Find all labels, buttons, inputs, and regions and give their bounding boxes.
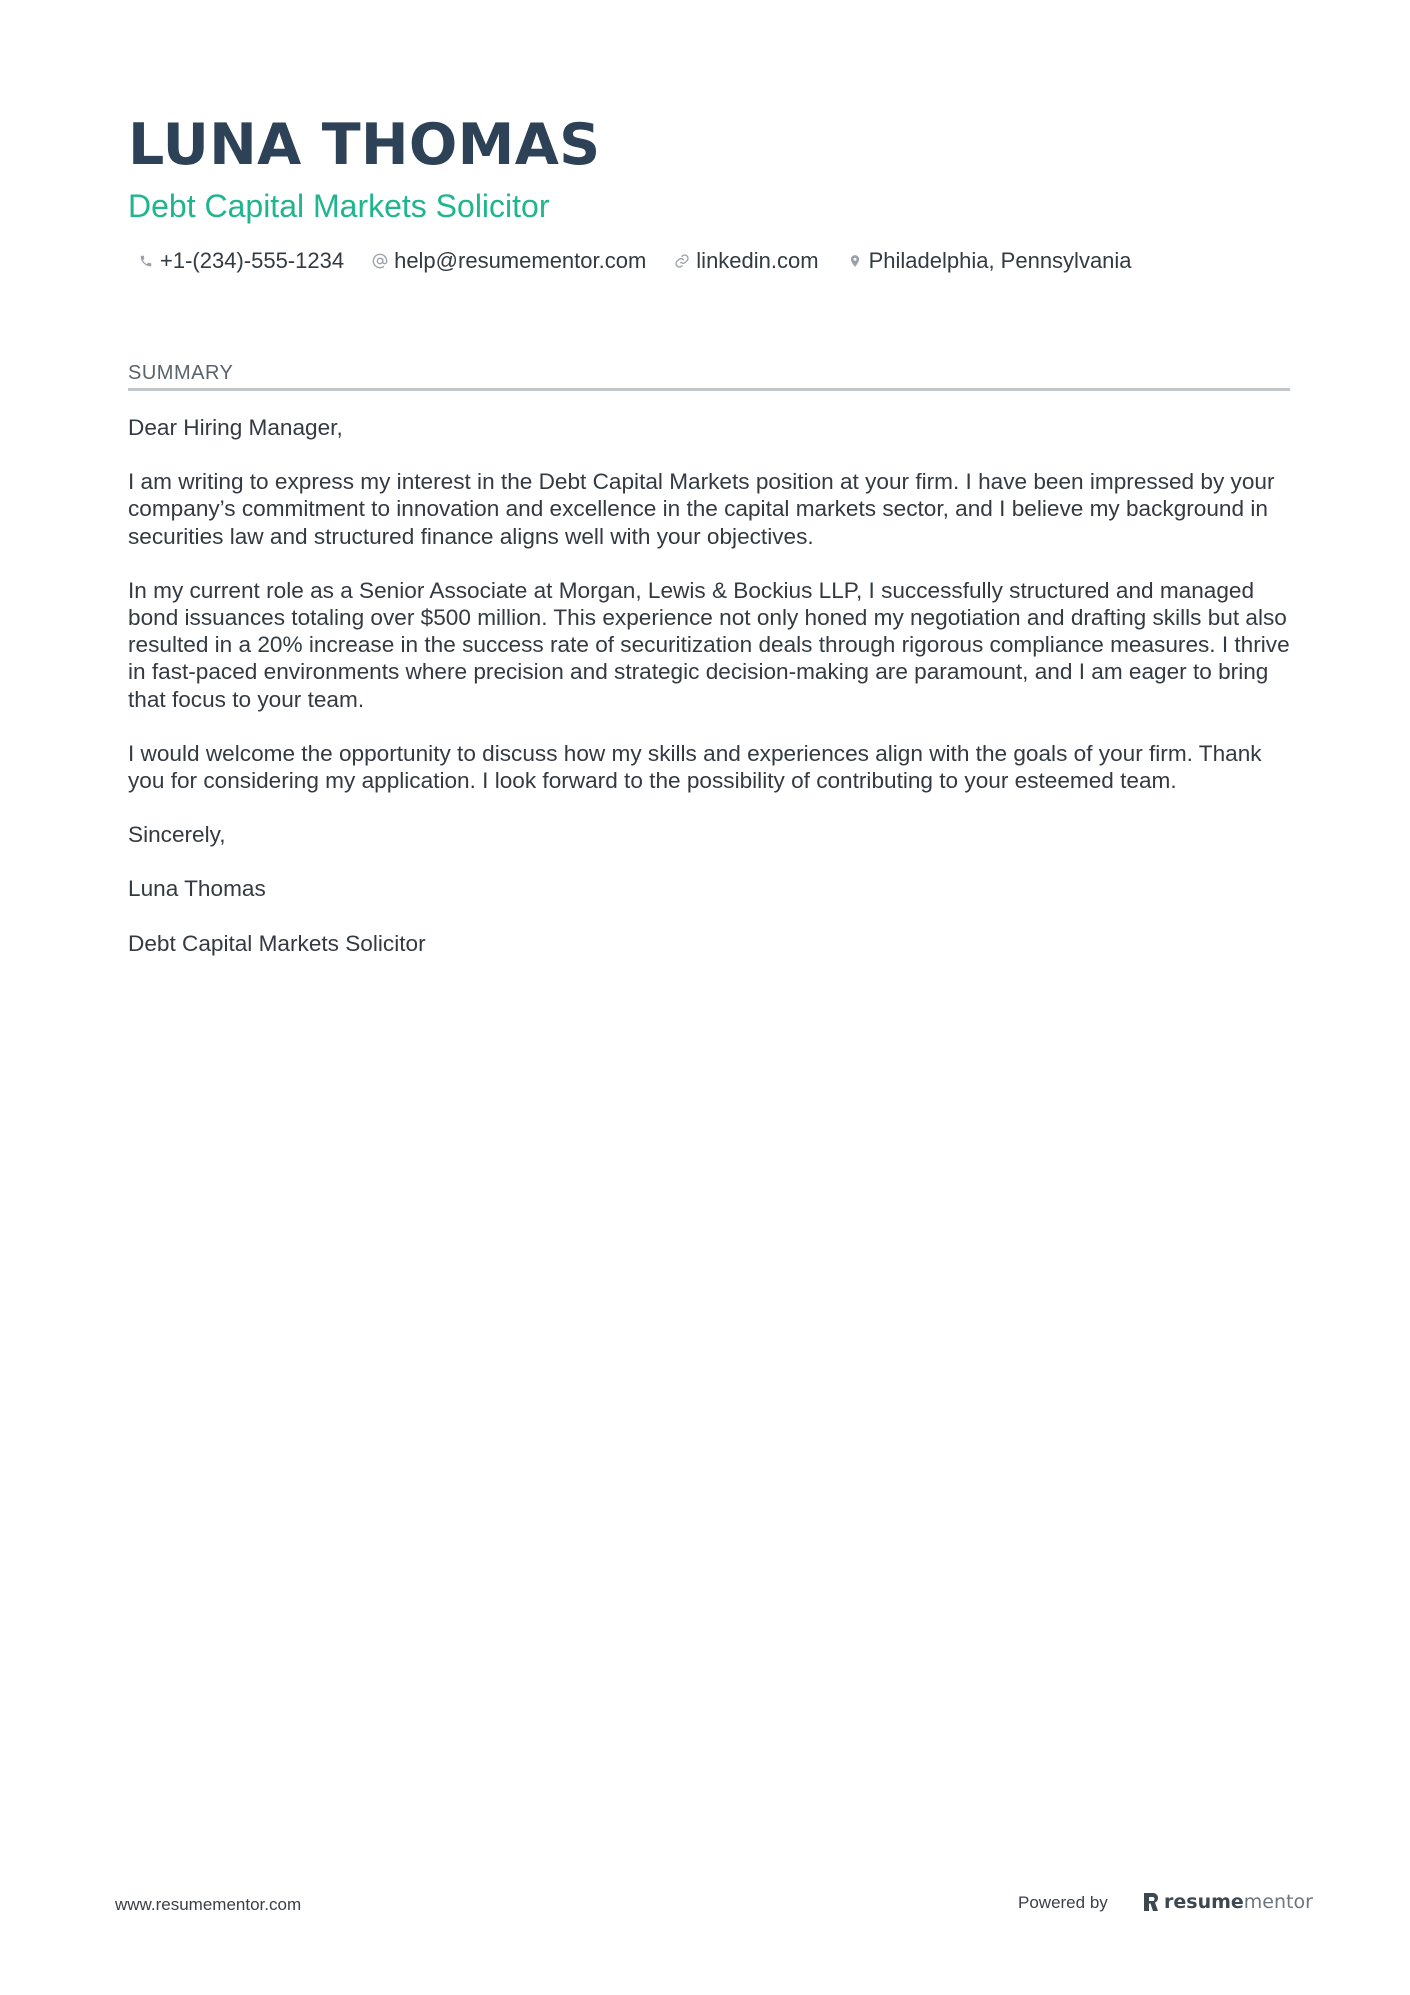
contact-text: help@resumementor.com	[394, 248, 647, 273]
resumementor-logo-icon	[1142, 1891, 1160, 1913]
salutation: Dear Hiring Manager,	[128, 415, 343, 440]
contact-location	[845, 246, 1132, 276]
powered-by-label: Powered by	[1018, 1893, 1108, 1912]
at-icon	[370, 251, 390, 271]
letter-paragraph: I would welcome the opportunity to discuss how my skills and experiences align with the goals of your firm. Thank you for considering my application. I look forward to the possibility of contributing to your esteemed team.	[128, 740, 1262, 794]
contact-email[interactable]	[370, 246, 646, 276]
job-title: Debt Capital Markets Solicitor	[128, 188, 550, 224]
section-title: SUMMARY	[128, 362, 234, 384]
contact-bar	[136, 246, 1158, 276]
resumementor-logo[interactable]	[1142, 1889, 1313, 1915]
location-pin-icon	[845, 251, 865, 271]
signature-title: Debt Capital Markets Solicitor	[128, 930, 426, 956]
candidate-name: LUNA THOMAS	[128, 112, 601, 178]
summary-section-header	[128, 360, 1290, 391]
letter-paragraph: I am writing to express my interest in the Debt Capital Markets position at your firm. I have been impressed by your company’s commitment to innovation and excellence in the capital markets sector, and I believe my background in securities law and structured finance aligns well with your objectives.	[128, 469, 1275, 549]
logo-text-mentor: mentor	[1243, 1891, 1313, 1913]
contact-text: linkedin.com	[696, 248, 819, 273]
footer-website-link[interactable]: www.resumementor.com	[115, 1895, 302, 1914]
letter-paragraph: In my current role as a Senior Associate at Morgan, Lewis & Bockius LLP, I successfully structured and managed bond issuances totaling over $500 million. This experience not only honed my negotiation and drafting skills but also resulted in a 20% increase in the success rate of securitization deals through rigorous compliance measures. I thrive in fast-paced environments where precision and strategic decision-making are paramount, and I am eager to bring that focus to your team.	[128, 577, 1290, 712]
phone-icon	[136, 251, 156, 271]
signature-name: Luna Thomas	[128, 876, 266, 902]
contact-text: +1-(234)-555-1234	[160, 248, 345, 273]
cover-letter-body	[128, 414, 1298, 984]
contact-text: Philadelphia, Pennsylvania	[868, 248, 1132, 273]
logo-text-resume: resume	[1164, 1891, 1244, 1913]
contact-phone[interactable]	[136, 246, 344, 276]
link-icon	[672, 251, 692, 271]
closing: Sincerely,	[128, 822, 226, 848]
contact-linkedin[interactable]	[672, 246, 818, 276]
